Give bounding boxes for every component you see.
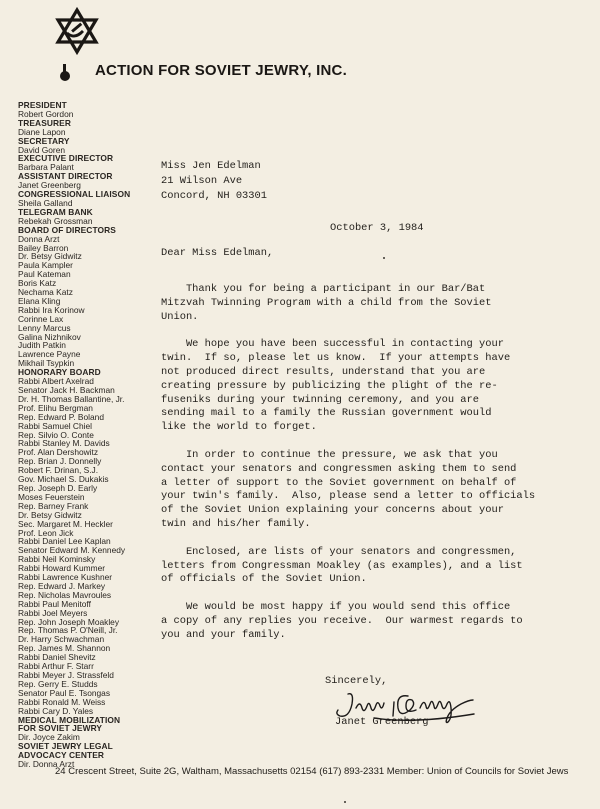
sidebar-name: Rep. Nicholas Mavroules — [18, 589, 112, 600]
sidebar-name: Rep. Silvio O. Conte — [18, 429, 94, 440]
sidebar-name: Rabbi Howard Kummer — [18, 563, 106, 574]
sidebar-name: Prof. Leon Jick — [18, 527, 74, 538]
paragraph: We hope you have been successful in contacting your twin. If so, please let us know. If your attempts have not produced direct results, understand that you are creating pressure by publicizing the plight of the re- fuseniks during your twinning ceremony, and you are sending mail to a family the Russian government would like the world to forget. — [161, 338, 511, 434]
sidebar-heading: HONORARY BOARD — [18, 367, 101, 378]
paper-speck — [344, 801, 346, 803]
sidebar-heading: CONGRESSIONAL LIAISON — [18, 189, 131, 200]
salutation: Dear Miss Edelman, — [161, 247, 274, 259]
sidebar-name: Corinne Lax — [18, 313, 64, 324]
addressee-street: 21 Wilson Ave — [161, 175, 243, 187]
addressee-city: Concord, NH 03301 — [161, 190, 268, 202]
sidebar-name: Galina Nizhnikov — [18, 331, 81, 342]
sidebar-name: Dr. Betsy Gidwitz — [18, 509, 82, 520]
paragraph: In order to continue the pressure, we ask that you contact your senators and congressmen asking them to send a letter of support to the Soviet government on behalf of your twin's family. Also, please send a letter to officials of the Soviet Union explaining your concerns about your twin and his/her family. — [161, 448, 536, 530]
sidebar-name: Sheila Galland — [18, 197, 73, 208]
sidebar-name: Rabbi Lawrence Kushner — [18, 572, 113, 583]
paper-speck — [383, 257, 385, 259]
sidebar-name: Janet Greenberg — [18, 180, 81, 191]
paragraph: Thank you for being a participant in our Bar/Bat Mitzvah Twinning Program with a child from the Soviet Union. — [161, 283, 492, 323]
sidebar-name: Rep. James M. Shannon — [18, 643, 111, 654]
sidebar-name: Dir. Donna Arzt — [18, 759, 75, 770]
sidebar-heading: TREASURER — [18, 117, 72, 128]
sidebar-heading: SOVIET JEWRY LEGAL — [18, 741, 113, 752]
paragraph: We would be most happy if you would send this office a copy of any replies you receive. Our warmest regards to you and your family. — [161, 601, 523, 641]
sidebar-name: Bailey Barron — [18, 242, 69, 253]
paragraph: Enclosed, are lists of your senators and congressmen, letters from Congressman Moakley (as examples), and a list of officials of the Soviet Union. — [161, 545, 523, 586]
sidebar-name: Rebekah Grossman — [18, 215, 93, 226]
sidebar-name: Rabbi Paul Menitoff — [18, 598, 91, 609]
sidebar-name: Elana Kling — [18, 295, 61, 306]
sidebar-name: Rep. Brian J. Donnelly — [18, 456, 102, 467]
sidebar-name: Barbara Palant — [18, 162, 74, 173]
sidebar-heading: BOARD OF DIRECTORS — [18, 224, 116, 235]
sidebar-heading: FOR SOVIET JEWRY — [18, 723, 103, 734]
letter-date: October 3, 1984 — [330, 222, 424, 234]
sidebar-name: Paula Kampler — [18, 260, 73, 271]
sidebar-name: Rep. Edward P. Boland — [18, 411, 104, 422]
sidebar-name: Robert Gordon — [18, 108, 74, 119]
sidebar-heading: ASSISTANT DIRECTOR — [18, 171, 113, 182]
sidebar-name: Rep. Barney Frank — [18, 500, 89, 511]
sidebar-name: Senator Jack H. Backman — [18, 385, 115, 395]
sidebar-heading: ADVOCACY CENTER — [18, 750, 105, 761]
sidebar-name: Rabbi Daniel Shevitz — [18, 652, 96, 663]
sidebar-name: Rep. John Joseph Moakley — [18, 616, 120, 627]
sidebar-name: Lenny Marcus — [18, 322, 71, 333]
sidebar-name: Prof. Alan Dershowitz — [18, 447, 99, 458]
signer-name: Janet Greenberg — [335, 716, 429, 728]
sidebar-heading: EXECUTIVE DIRECTOR — [18, 153, 114, 164]
sidebar-name: Robert F. Drinan, S.J. — [18, 465, 99, 476]
sidebar-name: David Goren — [18, 144, 66, 155]
sidebar-name: Judith Patkin — [18, 340, 66, 351]
sidebar-name: Rep. Gerry E. Studds — [18, 678, 98, 689]
sidebar-name: Rabbi Stanley M. Davids — [18, 438, 110, 449]
sidebar-name: Boris Katz — [18, 278, 57, 289]
sidebar-heading: MEDICAL MOBILIZATION — [18, 714, 121, 725]
sidebar-name: Moses Feuerstein — [18, 491, 85, 502]
sidebar-name: Rabbi Neil Kominsky — [18, 554, 96, 565]
sidebar-name: Senator Paul E. Tsongas — [18, 687, 111, 698]
sidebar-name: Rep. Thomas P. O'Neill, Jr. — [18, 625, 118, 636]
sidebar-name: Prof. Elihu Bergman — [18, 402, 93, 413]
sidebar-name: Rabbi Ira Korinow — [18, 304, 85, 315]
footer-address: 24 Crescent Street, Suite 2G, Waltham, Massachusetts 02154 (617) 893-2331 Member: Union of Councils for Soviet Jews — [55, 766, 569, 777]
sidebar-name: Dir. Joyce Zakim — [18, 732, 80, 743]
sidebar-name: Rabbi Ronald M. Weiss — [18, 696, 106, 707]
sidebar-name: Dr. Harry Schwachman — [18, 634, 105, 645]
sidebar-name: Rabbi Joel Meyers — [18, 607, 88, 618]
sidebar-name: Gov. Michael S. Dukakis — [18, 474, 109, 485]
sidebar-name: Rabbi Meyer J. Strassfeld — [18, 670, 114, 680]
addressee-block — [161, 159, 267, 204]
sidebar-name: Sec. Margaret M. Heckler — [18, 518, 113, 529]
officers-list — [18, 101, 168, 769]
sidebar-name: Rabbi Albert Axelrad — [18, 376, 94, 387]
sidebar-name: Donna Arzt — [18, 233, 60, 244]
sidebar-heading: SECRETARY — [18, 135, 70, 146]
organization-name: ACTION FOR SOVIET JEWRY, INC. — [95, 62, 347, 79]
sidebar-name: Rabbi Daniel Lee Kaplan — [18, 536, 111, 547]
sidebar-name: Lawrence Payne — [18, 349, 81, 360]
sidebar-name: Rep. Edward J. Markey — [18, 580, 106, 591]
sidebar-name: Rabbi Arthur F. Starr — [18, 661, 94, 672]
sidebar-name: Senator Edward M. Kennedy — [18, 545, 126, 556]
sidebar-name: Dr. H. Thomas Ballantine, Jr. — [18, 393, 125, 404]
sidebar-name: Paul Kateman — [18, 269, 71, 280]
sidebar-heading: PRESIDENT — [18, 100, 67, 110]
sidebar-name: Dr. Betsy Gidwitz — [18, 251, 82, 262]
sidebar-name: Nechama Katz — [18, 287, 73, 298]
sidebar-name: Rep. Joseph D. Early — [18, 482, 98, 493]
addressee-name: Miss Jen Edelman — [161, 160, 261, 172]
sidebar-name: Rabbi Cary D. Yales — [18, 705, 94, 716]
letter-body — [161, 283, 581, 657]
sidebar-name: Mikhail Tsypkin — [18, 358, 75, 369]
closing: Sincerely, — [325, 675, 388, 687]
sidebar-heading: TELEGRAM BANK — [18, 206, 93, 217]
sidebar-name: Rabbi Samuel Chiel — [18, 420, 93, 431]
sidebar-name: Diane Lapon — [18, 126, 66, 137]
